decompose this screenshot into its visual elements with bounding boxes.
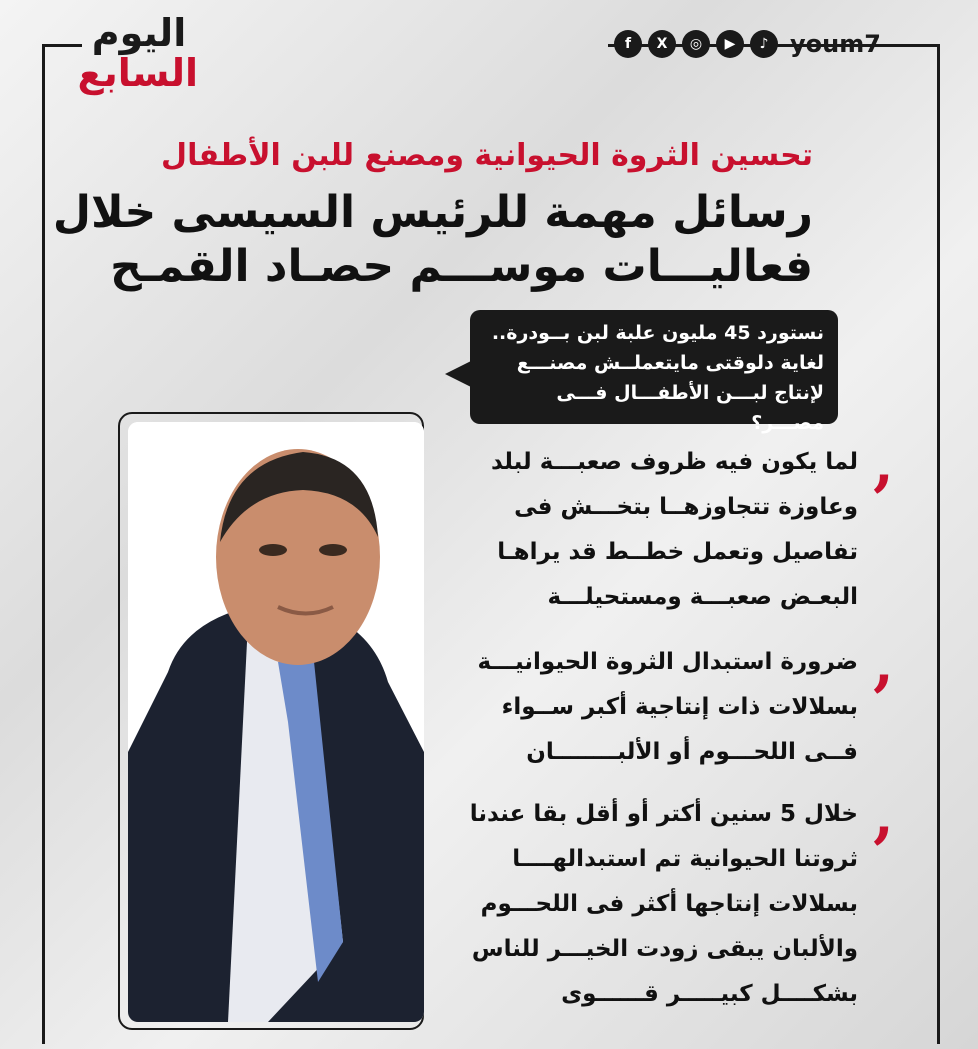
quote-line1: نستورد 45 مليون علبة لبن بــودرة.. <box>491 322 824 344</box>
bullet-3-line: بشكــــل كبيـــــر قــــــوى <box>561 981 858 1007</box>
quote-line3: لإنتاج لبـــن الأطفـــال فـــى مصـــر؟ <box>556 382 824 434</box>
quote-mark-icon: , <box>873 629 894 699</box>
title-line1: رسائل مهمة للرئيس السيسى خلال <box>52 187 813 238</box>
quote-tail <box>445 360 473 388</box>
bullet-1-line: البعـض صعبـــة ومستحيلـــة <box>547 584 858 610</box>
frame-right <box>937 44 940 1044</box>
bullet-1 <box>458 429 894 620</box>
bullet-1-line: تفاصيل وتعمل خطــط قد يراهـا <box>497 539 858 565</box>
bullet-3-line: والألبان يبقى زودت الخيـــر للناس <box>471 936 858 962</box>
portrait-photo <box>128 422 424 1022</box>
x-icon[interactable]: X <box>648 30 676 58</box>
title-line2: فعاليـــات موســـم حصـاد القمـح <box>110 241 813 292</box>
bullet-2-line: بسلالات ذات إنتاجية أكبر ســواء <box>501 694 858 720</box>
bullet-3-line: ثروتنا الحيوانية تم استبدالهــــا <box>512 846 858 872</box>
portrait-illustration <box>128 422 424 1022</box>
tiktok-icon[interactable]: ♪ <box>750 30 778 58</box>
logo-line1: اليوم <box>91 11 187 55</box>
bullet-2-line: فــى اللحـــوم أو الألبــــــــان <box>526 739 858 765</box>
bullet-2-line: ضرورة استبدال الثروة الحيوانيـــة <box>477 649 858 675</box>
social-bar <box>614 30 881 58</box>
bullet-1-line: وعاوزة تتجاوزهــا بتخـــش فى <box>514 494 858 520</box>
brand-name: youm7 <box>790 30 881 58</box>
bullet-2 <box>458 629 894 775</box>
youm7-logo[interactable] <box>77 11 198 95</box>
quote-mark-icon: , <box>873 781 894 851</box>
facebook-icon[interactable]: f <box>614 30 642 58</box>
quote-line2: لغاية دلوقتى مايتعملــش مصنـــع <box>516 352 824 374</box>
youtube-icon[interactable]: ▶ <box>716 30 744 58</box>
bullet-3-line: خلال 5 سنين أكتر أو أقل بقا عندنا <box>469 801 858 827</box>
headline-subtitle: تحسين الثروة الحيوانية ومصنع للبن الأطفال <box>161 138 813 173</box>
instagram-icon[interactable]: ◎ <box>682 30 710 58</box>
logo-line2: السابع <box>77 51 198 95</box>
bullet-3 <box>458 781 894 1017</box>
bullet-1-line: لما يكون فيه ظروف صعبـــة لبلد <box>490 449 858 475</box>
frame-left <box>42 44 45 1044</box>
headline-title <box>53 186 813 294</box>
frame-top-left <box>42 44 82 47</box>
quote-mark-icon: , <box>873 429 894 499</box>
bullet-3-line: بسلالات إنتاجها أكثر فى اللحـــوم <box>480 891 858 917</box>
quote-bubble <box>470 310 838 434</box>
